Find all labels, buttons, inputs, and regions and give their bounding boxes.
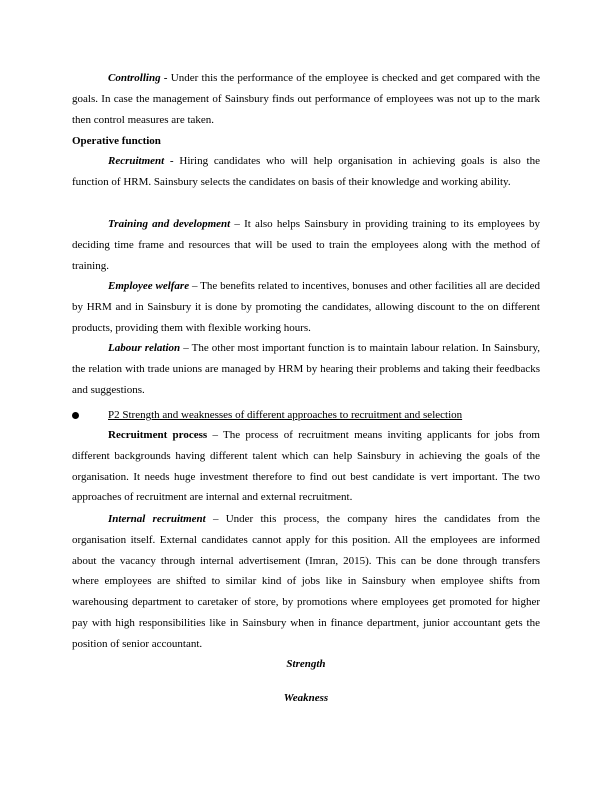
controlling-term: Controlling - — [108, 72, 168, 84]
internal-recruitment-text: – Under this process, the company hires the candidates from the organisation itself. External candidates cannot apply for this position. All the employees are informed about the vacancy through internal advertisement (Imran, 2015). This can be done through transfers where employees are shifted to similar kind of jobs like in Sainsbury when employee shifts from warehousing department to caretaker of store, by promotions where employees get promoted for higher pay with high responsibilities like in Sainsbury when in finance department, junior accountant gets the position of senior accountant. — [72, 513, 540, 650]
operative-heading-text: Operative function — [72, 135, 161, 147]
labour-term: Labour relation — [108, 342, 181, 354]
recruitment-process-paragraph — [72, 425, 540, 508]
recruitment-process-text: – The process of recruitment means inviting applicants for jobs from different backgrounds having different talent which can help Sainsbury in achieving the goals of the organisation. It needs huge investment therefore to find out best candidate is vert important. The two approaches of recruitment are internal and external recruitment. — [72, 429, 540, 504]
internal-recruitment-term: Internal recruitment — [108, 513, 206, 525]
welfare-paragraph — [72, 276, 540, 338]
recruitment-process-term: Recruitment process — [108, 429, 208, 441]
labour-text: – The other most important function is to maintain labour relation. In Sainsbury, the relation with trade unions are managed by HRM by hearing their problems and taking their feedbacks and suggestions. — [72, 342, 540, 396]
strength-heading — [72, 654, 540, 675]
controlling-text: Under this the performance of the employee is checked and get compared with the goals. In case the management of Sainsbury finds out performance of employees was not up to the mark then control measures are taken. — [72, 72, 540, 126]
controlling-paragraph — [72, 68, 540, 130]
recruitment-term: Recruitment - — [108, 155, 174, 167]
operative-function-heading — [72, 131, 540, 152]
weakness-heading-text: Weakness — [283, 692, 329, 704]
recruitment-paragraph — [72, 151, 540, 193]
welfare-text: – The benefits related to incentives, bonuses and other facilities all are decided by HRM and in Sainsbury it is done by promoting the candidates, allowing discount to the on different products, providing them with flexible working hours. — [72, 280, 540, 334]
training-paragraph — [72, 214, 540, 276]
bullet-icon — [72, 412, 79, 419]
training-text: – It also helps Sainsbury in providing training to its employees by deciding time frame and resources that will be used to train the employees along with the method of training. — [72, 218, 540, 272]
strength-heading-text: Strength — [286, 658, 326, 670]
p2-heading: P2 Strength and weaknesses of different approaches to recruitment and selection — [108, 409, 463, 421]
internal-recruitment-paragraph — [72, 509, 540, 655]
labour-paragraph — [72, 338, 540, 400]
welfare-term: Employee welfare — [108, 280, 190, 292]
weakness-heading — [72, 688, 540, 709]
recruitment-text: Hiring candidates who will help organisation in achieving goals is also the function of HRM. Sainsbury selects the candidates on basis of their knowledge and working ability. — [72, 155, 540, 188]
training-term: Training and development — [108, 218, 231, 230]
